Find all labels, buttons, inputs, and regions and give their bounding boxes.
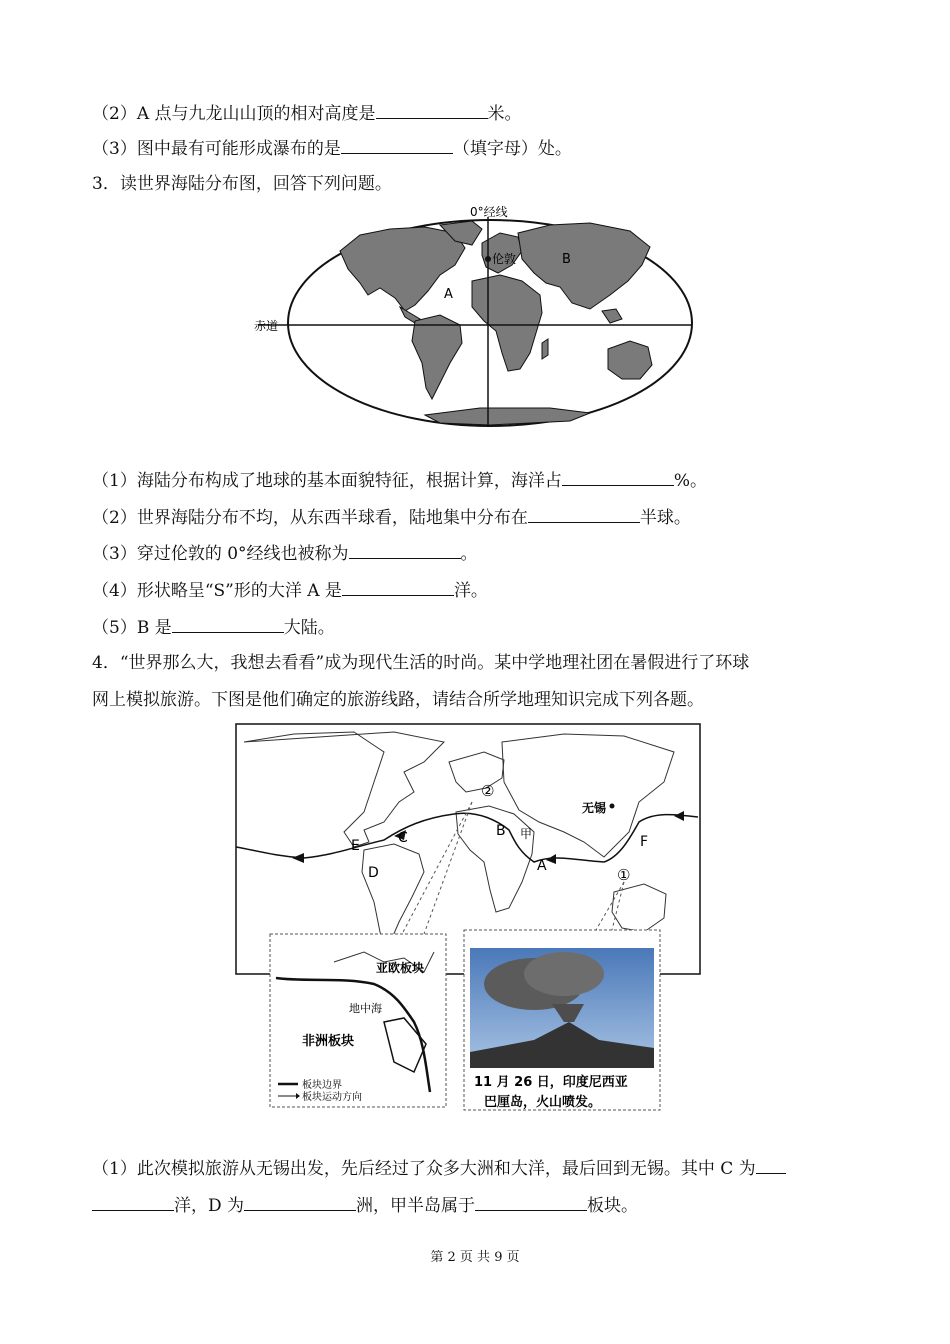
answer-blank[interactable] xyxy=(562,467,674,486)
world-land-sea-map xyxy=(250,203,700,433)
travel-route-map xyxy=(234,722,704,1114)
q4-sub1-line2 xyxy=(92,1192,638,1218)
meridian-label: 0°经线 xyxy=(470,205,508,219)
mediterranean-label: 地中海 xyxy=(349,1002,382,1015)
african-plate-label: 非洲板块 xyxy=(302,1034,355,1049)
q3-sub1-prefix: （1）海陆分布构成了地球的基本面貌特征，根据计算，海洋占 xyxy=(92,471,562,491)
q4-sub1-text: 洋，D 为 xyxy=(174,1196,245,1216)
q3-sub2-suffix: 半球。 xyxy=(639,508,691,528)
label-a: A xyxy=(537,858,547,874)
q3-stem: 3．读世界海陆分布图，回答下列问题。 xyxy=(92,174,392,194)
q2-sub3-suffix: （填字母）处。 xyxy=(452,139,572,159)
ocean-a-label: A xyxy=(444,287,453,302)
answer-blank[interactable] xyxy=(172,614,284,633)
q3-sub3-prefix: （3）穿过伦敦的 0°经线也被称为 xyxy=(92,544,349,564)
q3-sub3 xyxy=(92,540,478,566)
q3-sub3-suffix: 。 xyxy=(460,544,478,564)
label-jia: 甲 xyxy=(520,827,533,841)
answer-blank[interactable] xyxy=(92,1192,174,1211)
q2-sub3-prefix: （3）图中最有可能形成瀑布的是 xyxy=(92,139,341,159)
australia-shape xyxy=(608,341,652,379)
q3-sub2-prefix: （2）世界海陆分布不均，从东西半球看，陆地集中分布在 xyxy=(92,508,528,528)
photo-caption-line2: 巴厘岛，火山喷发。 xyxy=(484,1095,602,1110)
continent-b-label: B xyxy=(562,252,571,267)
london-dot xyxy=(485,256,491,262)
answer-blank[interactable] xyxy=(349,540,461,559)
label-c: C xyxy=(398,830,408,846)
answer-blank[interactable] xyxy=(376,100,488,119)
wuxi-dot xyxy=(610,804,615,809)
label-b: B xyxy=(496,823,506,839)
eurasian-plate-label: 亚欧板块 xyxy=(376,961,425,975)
q2-sub3 xyxy=(92,135,572,161)
q3-sub4-suffix: 洋。 xyxy=(453,581,488,601)
wuxi-label: 无锡 xyxy=(582,801,607,815)
q3-sub4 xyxy=(92,577,488,603)
label-2: ② xyxy=(481,782,495,800)
photo-caption-line1: 11 月 26 日，印度尼西亚 xyxy=(474,1075,628,1090)
q4-sub1-text: 洲，甲半岛属于 xyxy=(356,1196,476,1216)
legend-motion-label: 板块运动方向 xyxy=(302,1092,362,1103)
answer-blank[interactable] xyxy=(475,1192,587,1211)
q2-sub2 xyxy=(92,100,522,126)
q3-sub5-prefix: （5）B 是 xyxy=(92,618,172,638)
ash-cloud xyxy=(524,952,604,996)
q4-sub1-line1 xyxy=(92,1155,786,1181)
label-d: D xyxy=(368,865,379,881)
q3-sub2 xyxy=(92,504,691,530)
q3-sub1-suffix: %。 xyxy=(673,471,707,491)
label-e: E xyxy=(351,838,360,854)
q4-stem-line2: 网上模拟旅游。下图是他们确定的旅游线路，请结合所学地理知识完成下列各题。 xyxy=(92,690,704,710)
answer-blank[interactable] xyxy=(244,1192,356,1211)
label-1: ① xyxy=(617,866,631,884)
q3-sub5-suffix: 大陆。 xyxy=(283,618,335,638)
q3-sub4-prefix: （4）形状略呈“S”形的大洋 A 是 xyxy=(92,581,342,601)
label-f: F xyxy=(640,834,649,850)
q4-sub1-text: 板块。 xyxy=(587,1196,639,1216)
answer-blank[interactable] xyxy=(342,577,454,596)
answer-blank[interactable] xyxy=(756,1155,786,1174)
q2-sub2-prefix: （2）A 点与九龙山山顶的相对高度是 xyxy=(92,104,376,124)
madagascar-shape xyxy=(542,339,548,359)
answer-blank[interactable] xyxy=(528,504,640,523)
page-footer: 第 2 页 共 9 页 xyxy=(430,1250,520,1265)
plate-inset-frame xyxy=(270,934,446,1107)
london-label: 伦敦 xyxy=(492,252,517,266)
q4-sub1-prefix: （1）此次模拟旅游从无锡出发，先后经过了众多大洲和大洋，最后回到无锡。其中 C 为 xyxy=(92,1159,756,1179)
equator-label: 赤道 xyxy=(254,319,279,333)
q4-stem-line1: 4．“世界那么大，我想去看看”成为现代生活的时尚。某中学地理社团在暑假进行了环球 xyxy=(92,653,750,673)
q3-sub5 xyxy=(92,614,335,640)
q2-sub2-suffix: 米。 xyxy=(487,104,522,124)
answer-blank[interactable] xyxy=(341,135,453,154)
q3-sub1 xyxy=(92,467,707,493)
legend-boundary-label: 板块边界 xyxy=(302,1080,342,1091)
